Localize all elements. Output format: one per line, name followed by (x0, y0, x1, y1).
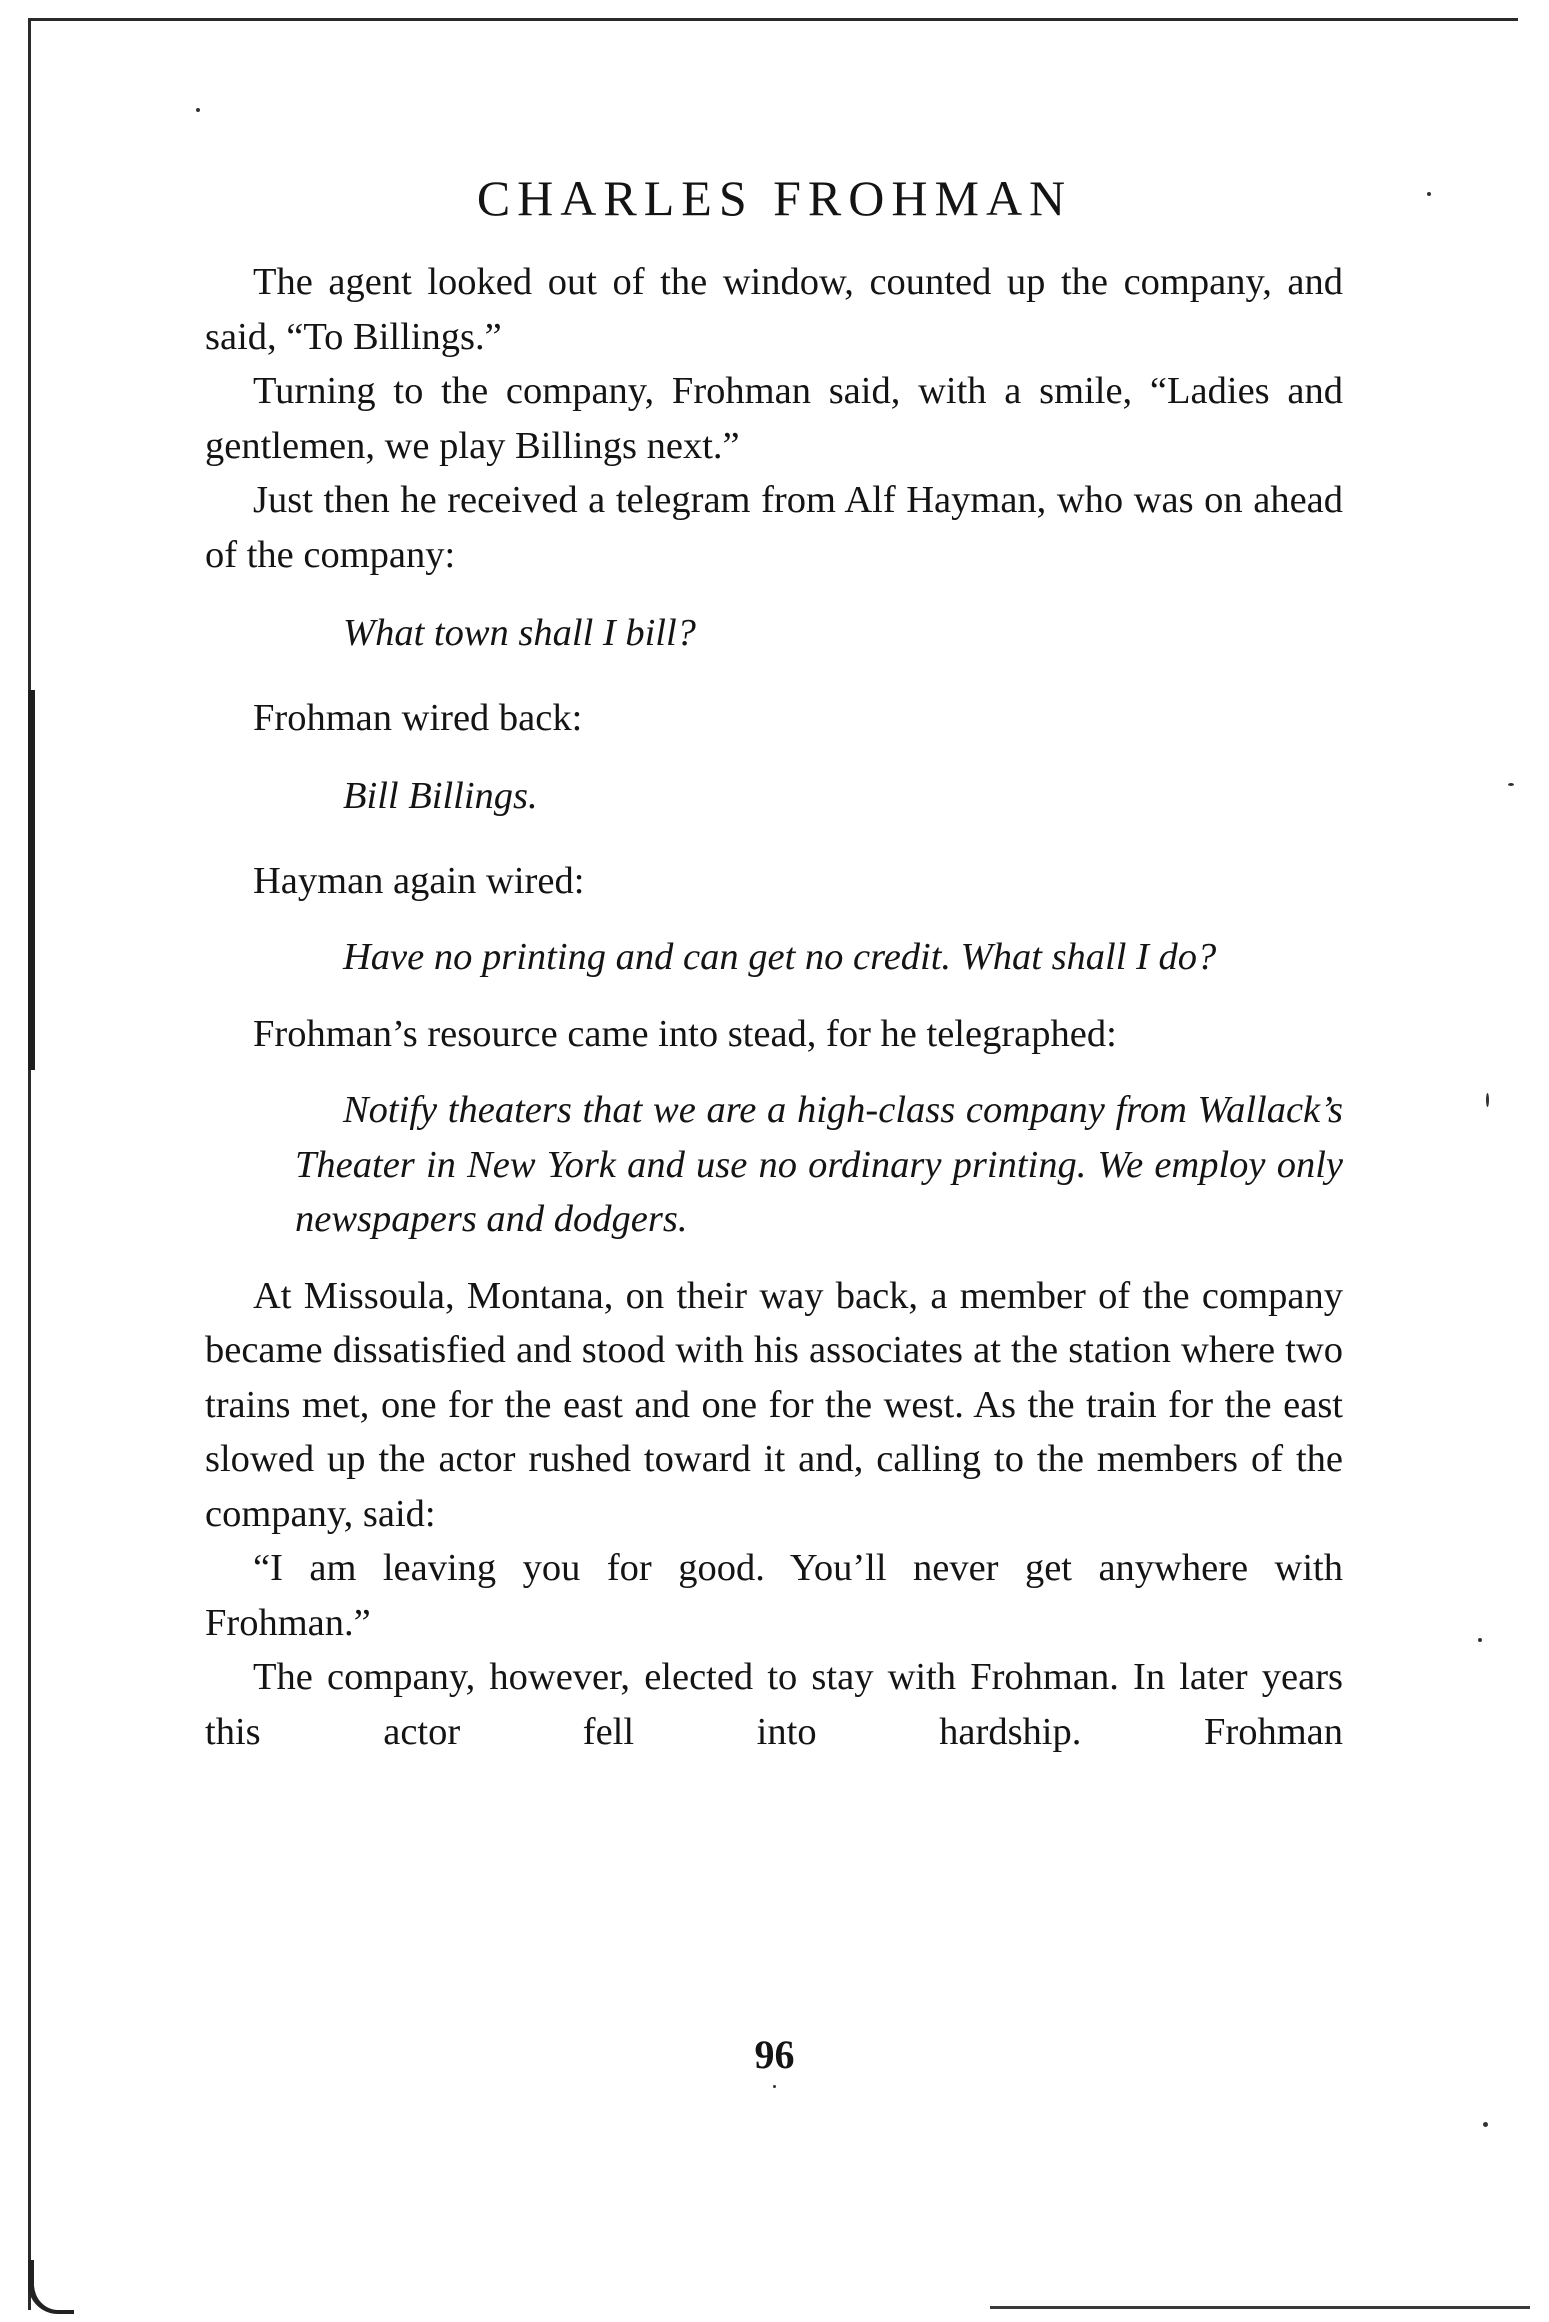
paragraph: Frohman wired back: (253, 696, 583, 739)
paragraph: The company, however, elected to stay with Frohman. In later years this actor fell into hardship. Frohman (205, 1656, 1343, 1753)
scan-speck (1478, 1638, 1482, 1642)
telegram-quote: Notify theaters that we are a high-class company from Wallack’s Theater in New York and use no ordinary printing. We employ only newspapers and dodgers. (295, 1089, 1343, 1240)
paragraph: At Missoula, Montana, on their way back, a member of the company became dissatisfied and stood with his associates at the station where two trains met, one for the east and one for the west. As the train for the east slowed up the actor rushed toward it and, calling to the members of the company, said: (205, 1274, 1343, 1535)
paragraph: The agent looked out of the window, counted up the company, and said, “To Billings.” (205, 261, 1343, 358)
scan-speck (1486, 1093, 1489, 1107)
paragraph: Turning to the company, Frohman said, with a smile, “Ladies and gentlemen, we play Billings next.” (205, 370, 1343, 467)
paragraph: Hayman again wired: (253, 859, 585, 902)
scan-speck (1508, 783, 1514, 786)
scan-border-left-shadow (28, 690, 35, 1070)
paragraph: Just then he received a telegram from Alf Hayman, who was on ahead of the company: (205, 479, 1343, 576)
scan-speck (1483, 2122, 1488, 2127)
scan-border-top (28, 18, 1518, 21)
paragraph: “I am leaving you for good. You’ll never get anywhere with Frohman.” (205, 1547, 1343, 1644)
scan-border-bottom (990, 2306, 1530, 2309)
running-head: CHARLES FROHMAN (476, 170, 1073, 226)
scan-border-left (28, 20, 31, 2310)
scan-speck (196, 108, 200, 112)
paragraph: Frohman’s resource came into stead, for he telegraphed: (253, 1012, 1117, 1055)
page-body (205, 255, 1343, 1759)
telegram-quote: Have no printing and can get no credit. What shall I do? (343, 936, 1217, 978)
telegram-quote: What town shall I bill? (343, 612, 696, 654)
scan-border-corner (28, 2260, 74, 2314)
page-number: 96 (754, 2032, 795, 2077)
telegram-quote: Bill Billings. (343, 775, 538, 817)
scan-speck (773, 2085, 776, 2088)
